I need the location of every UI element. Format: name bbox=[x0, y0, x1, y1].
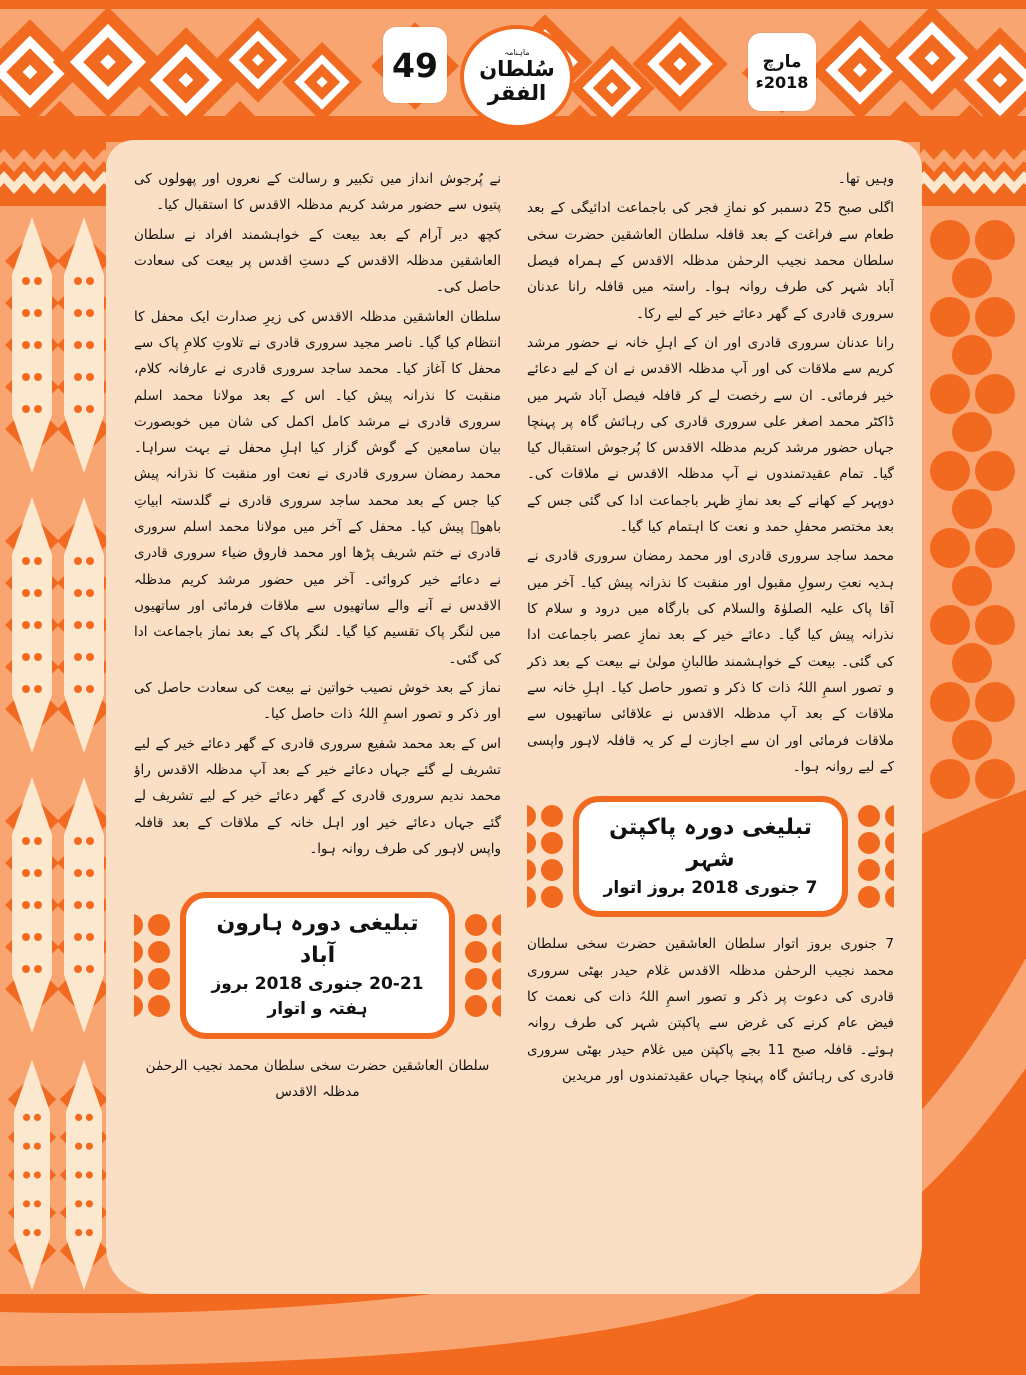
heading-title: تبلیغی دورہ ہارون آباد bbox=[216, 911, 419, 969]
paragraph: نماز کے بعد خوش نصیب خواتین نے بیعت کی سعادت حاصل کی اور ذکر و تصور اسمِ اللہُ ذات حاصل کیا۔ bbox=[134, 679, 501, 723]
magazine-logo bbox=[460, 25, 574, 129]
left-zigzag-band bbox=[0, 142, 114, 206]
section-heading-haroonabad bbox=[134, 892, 501, 1039]
page-number: 49 bbox=[392, 45, 438, 85]
paragraph: رانا عدنان سروری قادری اور ان کے اہلِ خانہ نے حضور مرشد کریم سے ملاقات کی اور آپ مدظلہ الاقدس نے ان کے لیے دعائے خیر فرمائی۔ ان سے رخصت لے کر قافلہ فیصل آباد شہر میں ڈاکٹر محمد اصغر علی سروری قادری کی رہائش گاہ پر پہنچا جہاں حضور مرشد کریم مدظلہ الاقدس کا پُرجوش استقبال کیا گیا۔ تمام عقیدتمندوں نے آپ مدظلہ الاقدس نے ملاقات کی۔ دوپہر کے کھانے کے بعد نمازِ ظہر باجماعت ادا کی گئی جس کے بعد مختصر محفلِ حمد و نعت کا اہتمام کیا گیا۔ bbox=[527, 334, 894, 536]
column-right bbox=[527, 166, 894, 1276]
paragraph: سلطان العاشقین مدظلہ الاقدس کی زیرِ صدارت ایک محفل کا انتظام کیا گیا۔ ناصر مجید سروری قادری نے تلاوتِ کلامِ پاک سے محفل کا آغاز کیا۔ محمد ساجد سروری قادری نے عارفانہ کلام، منقبت کا نذرانہ پیش کیا۔ اس کے بعد مولانا محمد اسلم سروری قادری نے مرشد کامل اکمل کی شان میں خوبصورت بیان سامعین کے گوش گزار کیا اہلِ محفل نے بہت سراہا۔ محمد رمضان سروری قادری نے نعت اور منقبت کا نذرانہ پیش کیا جس کے بعد محمد ساجد سروری قادری نے گلدستہ ابیاتِ باھوؒ پیش کیا۔ محفل کے آخر میں مولانا محمد اسلم سروری قادری نے ختم شریف پڑھا اور محمد فاروق ضیاء سروری قادری نے دعائے خیر کروائی۔ آخر میں حضور مرشد کریم مدظلہ الاقدس نے آنے والے ساتھیوں سے ملاقات فرمائی اور ساتھیوں میں لنگر پاک تقسیم کیا گیا۔ لنگر پاک کے بعد نماز باجماعت ادا کی گئی۔ bbox=[134, 308, 501, 667]
paragraph: اس کے بعد محمد شفیع سروری قادری کے گھر دعائے خیر کے لیے تشریف لے گئے جہاں دعائے خیر کے بعد آپ مدظلہ الاقدس راؤ محمد ندیم سروری قادری کے گھر دعائے خیر کے لیے تشریف لے گئے جہاں دعائے خیر اور اہل خانہ کے ملاقات کے بعد قافلہ واپس لاہور کی طرف روانہ ہوا۔ bbox=[134, 735, 501, 857]
paragraph: اگلی صبح 25 دسمبر کو نمازِ فجر کی باجماعت ادائیگی کے بعد طعام سے فراغت کے بعد قافلہ سلطان العاشقین حضرت سخی سلطان محمد نجیب الرحمٰن مدظلہ الاقدس کے ہمراہ فیصل آباد شہر کی طرف روانہ ہوا۔ راستہ میں قافلہ رانا عدنان سروری قادری کے گھر دعائے خیر کے لیے رکا۔ bbox=[527, 200, 894, 322]
dot-ornament-grid bbox=[465, 914, 501, 1017]
issue-month: مارچ bbox=[762, 52, 802, 73]
heading-date: 7 جنوری 2018 بروز اتوار bbox=[603, 877, 818, 898]
section-heading-pakpattan bbox=[527, 796, 894, 917]
dot-ornament-grid bbox=[527, 805, 563, 908]
column-left bbox=[134, 166, 501, 1276]
two-column-layout bbox=[134, 166, 894, 1276]
issue-year: 2018ء bbox=[755, 73, 809, 93]
closing-line: سلطان العاشقین حضرت سخی سلطان محمد نجیب الرحمٰن مدظلہ الاقدس bbox=[145, 1057, 490, 1101]
dot-ornament-grid bbox=[858, 805, 894, 908]
paragraph: وہیں تھا۔ bbox=[837, 171, 894, 187]
content-panel bbox=[106, 140, 922, 1294]
right-zigzag-band bbox=[914, 142, 1026, 206]
paragraph: محمد ساجد سروری قادری اور محمد رمضان سروری قادری نے ہدیہ نعتِ رسولِ مقبول اور منقبت کا نذرانہ پیش کیا۔ آخر میں آقا پاک علیہ الصلوٰۃ والسلام کی بارگاہ میں درود و سلام کا نذرانہ پیش کیا گیا۔ دعائے خیر کے بعد نمازِ عصر باجماعت ادا کی گئی۔ بیعت کے خواہشمند طالبانِ مولیٰ نے بیعت کے بعد ذکر و تصور اسمِ اللہُ ذات کا ذکر و تصور حاصل کیا۔ اہلِ خانہ سے ملاقات کے بعد آپ مدظلہ الاقدس نے علاقائی ساتھیوں سے ملاقات فرمائی اور ان سے اجازت لے کر یہ قافلہ لاہور واپسی کے لیے روانہ ہوا۔ bbox=[527, 548, 894, 775]
page-number-badge bbox=[383, 27, 447, 103]
paragraph: 7 جنوری بروز اتوار سلطان العاشقین حضرت سخی سلطان محمد نجیب الرحمٰن مدظلہ الاقدس غلام حیدر بھٹی سروری قادری کی دعوت پر ذکر و تصور اسمِ اللہُ ذات کی نعمت کا فیض عام کرنے کی غرض سے پاکپتن شہر کی طرف روانہ ہوئے۔ قافلہ صبح 11 بجے پاکپتن میں غلام حیدر بھٹی سروری قادری کی رہائش گاہ پہنچا جہاں عقیدتمندوں اور مریدین bbox=[527, 936, 894, 1085]
dot-ornament-grid bbox=[134, 914, 170, 1017]
heading-box-haroonabad bbox=[180, 892, 455, 1039]
logo-title: سُلطان الفقر bbox=[479, 56, 555, 105]
heading-date: 20-21 جنوری 2018 بروز ہفتہ و اتوار bbox=[211, 973, 424, 1020]
heading-box-pakpattan bbox=[573, 796, 848, 917]
issue-date-badge bbox=[748, 33, 816, 111]
heading-title: تبلیغی دورہ پاکپتن شہر bbox=[609, 815, 812, 873]
paragraph: کچھ دیر آرام کے بعد بیعت کے خواہشمند افراد نے سلطان العاشقین مدظلہ الاقدس کے دستِ اقدس پر بیعت کی سعادت حاصل کی۔ bbox=[134, 226, 501, 296]
paragraph: نے پُرجوش انداز میں تکبیر و رسالت کے نعروں اور پھولوں کی پتیوں سے حضور مرشد کریم مدظلہ الاقدس کا استقبال کیا۔ bbox=[134, 171, 501, 214]
logo-prefix: ماہنامہ bbox=[504, 47, 530, 57]
